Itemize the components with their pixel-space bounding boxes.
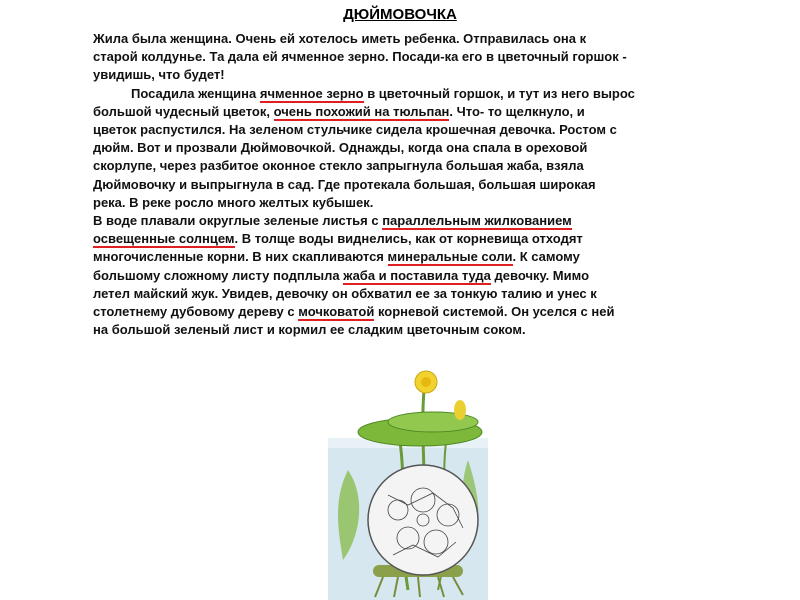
page-title: ДЮЙМОВОЧКА: [343, 6, 457, 23]
text-span: в цветочный горшок, и тут из него вырос: [363, 85, 635, 101]
underlined-phrase: жаба и поставила туда: [343, 267, 491, 283]
text-line: [93, 85, 743, 103]
text-line: Дюймовочку и выпрыгнула в сад. Где протекала большая, большая широкая: [93, 176, 596, 192]
text-span: девочку. Мимо: [490, 267, 590, 283]
text-line: увидишь, что будет!: [93, 67, 225, 83]
text-span: . Что- то щелкнуло, и: [449, 103, 585, 119]
magnified-cross-section: [368, 465, 478, 575]
text-line: река. В реке росло много желтых кубышек.: [93, 194, 374, 210]
text-span: В воде плавали округлые зеленые листья с: [93, 213, 383, 229]
underlined-phrase: параллельным жилкованием: [382, 213, 572, 229]
underlined-phrase: очень похожий на тюльпан: [273, 103, 450, 119]
text-span: корневой системой. Он уселся с ней: [374, 304, 615, 320]
text-line: [93, 267, 743, 285]
text-line: [93, 303, 743, 321]
text-span: . В толще воды виднелись, как от корневища отходят: [234, 231, 583, 247]
text-line: скорлупе, через разбитое оконное стекло запрыгнула большая жаба, взяла: [93, 158, 584, 174]
text-span: столетнему дубовому дереву с: [93, 304, 299, 320]
underlined-phrase: освещенные солнцем: [93, 231, 235, 247]
text-span: Посадила женщина: [131, 85, 260, 101]
flower-center: [421, 377, 431, 387]
text-span: большой чудесный цветок,: [93, 103, 274, 119]
text-line: дюйм. Вот и прозвали Дюймовочкой. Однажды, когда она спала в ореховой: [93, 140, 588, 156]
text-line: на большой зеленый лист и кормил ее сладким цветочным соком.: [93, 322, 526, 338]
text-line: [93, 103, 743, 121]
text-span: . К самому: [512, 249, 580, 265]
underlined-phrase: мочковатой: [298, 304, 375, 320]
text-span: многочисленные корни. В них скапливаются: [93, 249, 388, 265]
text-line: [93, 212, 743, 230]
underlined-phrase: минеральные соли: [387, 249, 513, 265]
text-span: большому сложному листу подплыла: [93, 267, 344, 283]
water-lily-illustration: [328, 360, 488, 600]
text-line: Жила была женщина. Очень ей хотелось иметь ребенка. Отправилась она к: [93, 31, 587, 46]
flower-bud: [454, 400, 466, 420]
text-line: [93, 248, 743, 266]
text-line: [93, 230, 743, 248]
text-line: летел майский жук. Увидев, девочку он обхватил ее за тонкую талию и унес к: [93, 285, 597, 301]
text-line: цветок распустился. На зеленом стульчике сидела крошечная девочка. Ростом с: [93, 122, 617, 138]
text-line: старой колдунье. Та дала ей ячменное зерно. Посади-ка его в цветочный горшок -: [93, 49, 627, 65]
underlined-phrase: ячменное зерно: [259, 85, 364, 101]
story-text: [93, 30, 743, 339]
